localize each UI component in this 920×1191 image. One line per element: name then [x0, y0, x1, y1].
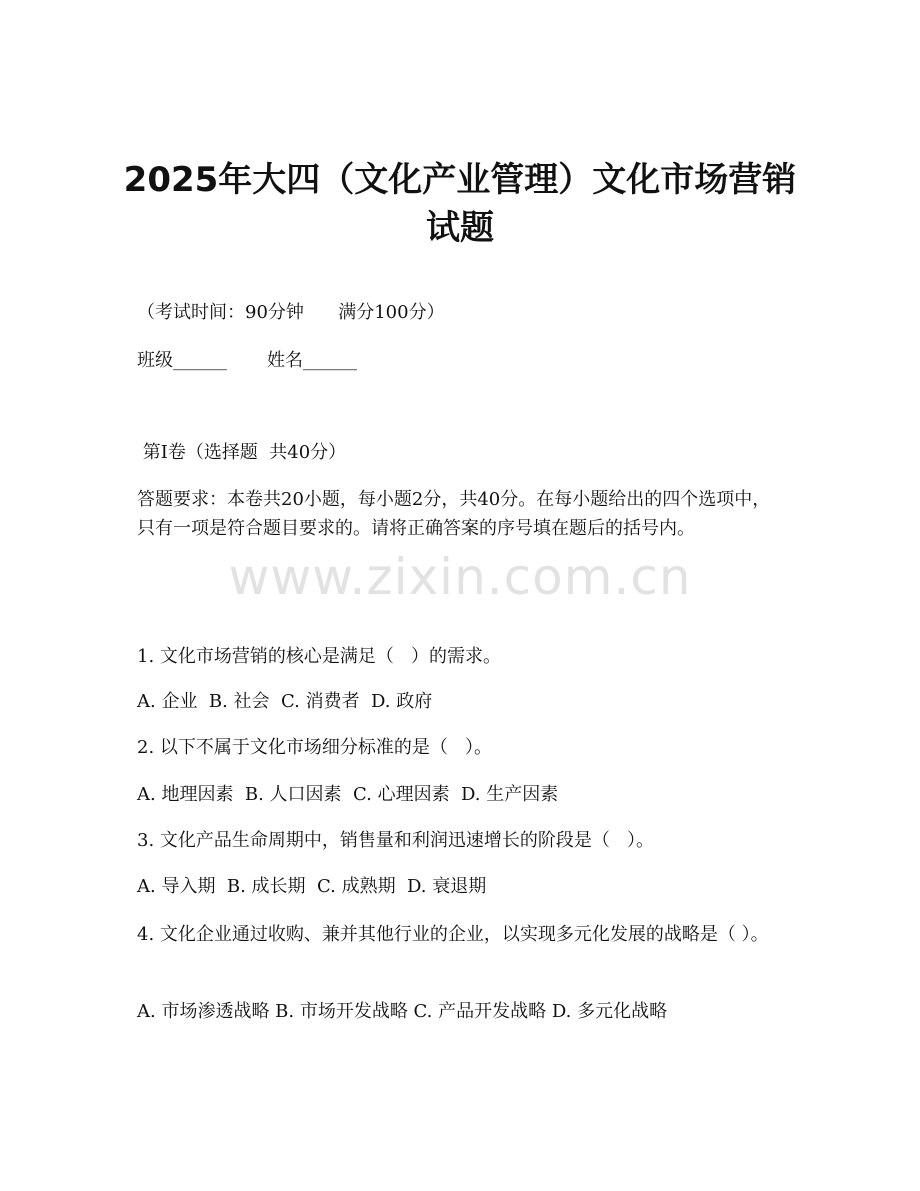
instructions-paragraph: 答题要求：本卷共20小题，每小题2分，共40分。在每小题给出的四个选项中，只有一项是符合题目要求的。请将正确答案的序号填在题后的括号内。 — [137, 489, 771, 539]
question-3-stem: 3. 文化产品生命周期中，销售量和利润迅速增长的阶段是（ ）。 — [137, 830, 655, 851]
question-4-options: A. 市场渗透战略 B. 市场开发战略 C. 产品开发战略 D. 多元化战略 — [137, 1001, 668, 1022]
question-2-stem: 2. 以下不属于文化市场细分标准的是（ ）。 — [137, 737, 493, 758]
exam-info: （考试时间：90分钟 满分100分） — [137, 302, 445, 323]
class-name-fields: 班级______ 姓名______ — [137, 350, 358, 371]
question-4-stem: 4. 文化企业通过收购、兼并其他行业的企业，以实现多元化发展的战略是（ ）。 — [137, 924, 769, 945]
question-1-stem: 1. 文化市场营销的核心是满足（ ）的需求。 — [137, 646, 502, 667]
question-2-options: A. 地理因素 B. 人口因素 C. 心理因素 D. 生产因素 — [137, 784, 559, 805]
document-title-line2: 试题 — [426, 208, 494, 248]
watermark: www.zixin.com.cn — [228, 548, 692, 606]
document-title-line1: 2025年大四（文化产业管理）文化市场营销 — [123, 160, 797, 200]
section-heading: 第I卷（选择题 共40分） — [137, 442, 347, 463]
question-3-options: A. 导入期 B. 成长期 C. 成熟期 D. 衰退期 — [137, 876, 487, 897]
question-1-options: A. 企业 B. 社会 C. 消费者 D. 政府 — [137, 691, 433, 712]
